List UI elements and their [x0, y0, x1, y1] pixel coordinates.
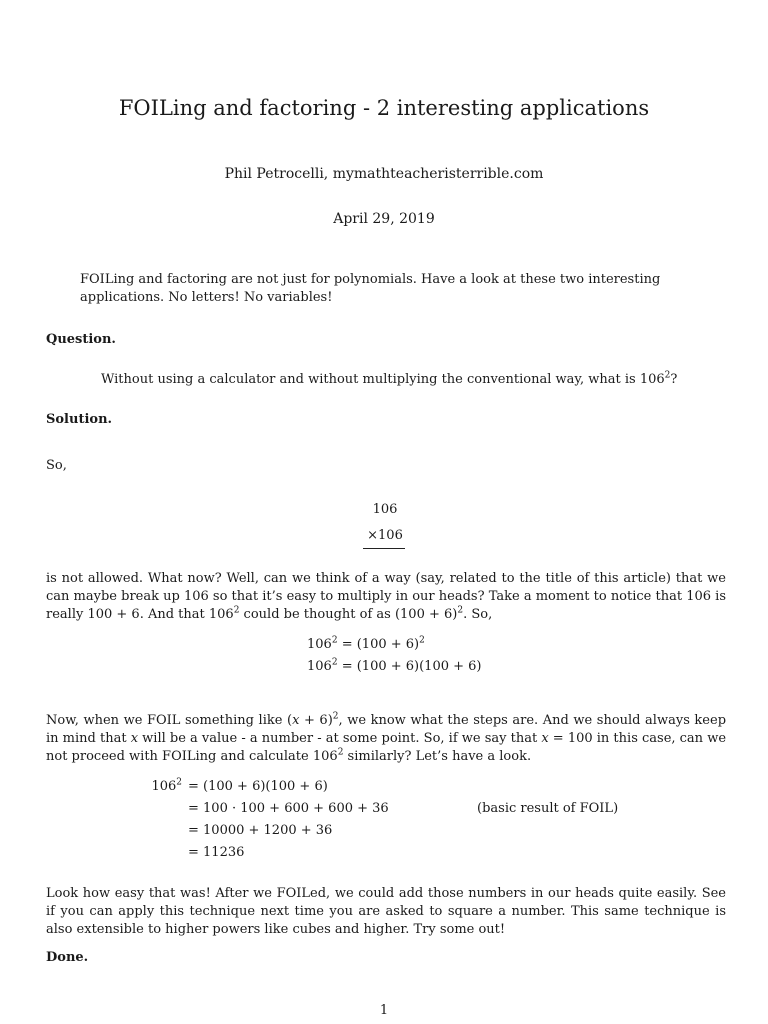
- so-text: So,: [46, 458, 67, 473]
- abstract: FOILing and factoring are not just for polynomials. Have a look at these two interesting applications. No letters! No variables!: [80, 272, 661, 305]
- author-line: Phil Petrocelli, mymathteacheristerrible.com: [224, 166, 544, 182]
- foil-note: (basic result of FOIL): [477, 801, 619, 816]
- paper-title: FOILing and factoring - 2 interesting applications: [118, 96, 650, 120]
- multiplier: ×106: [367, 528, 403, 543]
- done-heading: Done.: [46, 950, 89, 965]
- align-row-3: = 10000 + 1200 + 36: [188, 823, 333, 838]
- paragraph-2: Now, when we FOIL something like $(x + 6)^2$, we know what the steps are. And we should always keep in mind that x will be a value - a number - at some point. So, if we say that x = 100 in this case, can we not proceed with FOILing and calculate $106^2$ similarly? Let’s have a look.: [46, 711, 727, 764]
- equation-line-2: $106^2 = (100 + 6)(100 + 6)$: [307, 657, 482, 674]
- page-number: 1: [379, 1003, 389, 1018]
- paragraph-1: is not allowed. What now? Well, can we think of a way (say, related to the title of this article) that we can maybe break up 106 so that it’s easy to multiply in our heads? Take a moment to notice that 106 is really 100 + 6. And that $106^2$ could be thought of as $(100 + 6)^2$. So,: [46, 571, 726, 622]
- solution-heading: Solution.: [46, 412, 113, 427]
- align-row-1: = (100 + 6)(100 + 6): [188, 779, 328, 794]
- question-heading: Question.: [46, 332, 116, 347]
- question-text: Without using a calculator and without multiplying the conventional way, what is $106^2$?: [101, 370, 678, 387]
- align-row-2: = 100 · 100 + 600 + 600 + 36: [188, 801, 389, 816]
- align-lhs: $106^2$: [151, 777, 182, 794]
- equation-line-1: $106^2 = (100 + 6)^2$: [307, 635, 425, 652]
- align-row-4: = 11236: [188, 845, 245, 860]
- multiplication-rule: [363, 548, 405, 549]
- date-line: April 29, 2019: [333, 211, 435, 227]
- multiplicand: 106: [372, 502, 398, 517]
- paragraph-3: Look how easy that was! After we FOILed, we could add those numbers in our heads quite easily. See if you can apply this technique next time you are asked to square a number. This same technique is also extensible to higher powers like cubes and higher. Try some out!: [46, 886, 726, 937]
